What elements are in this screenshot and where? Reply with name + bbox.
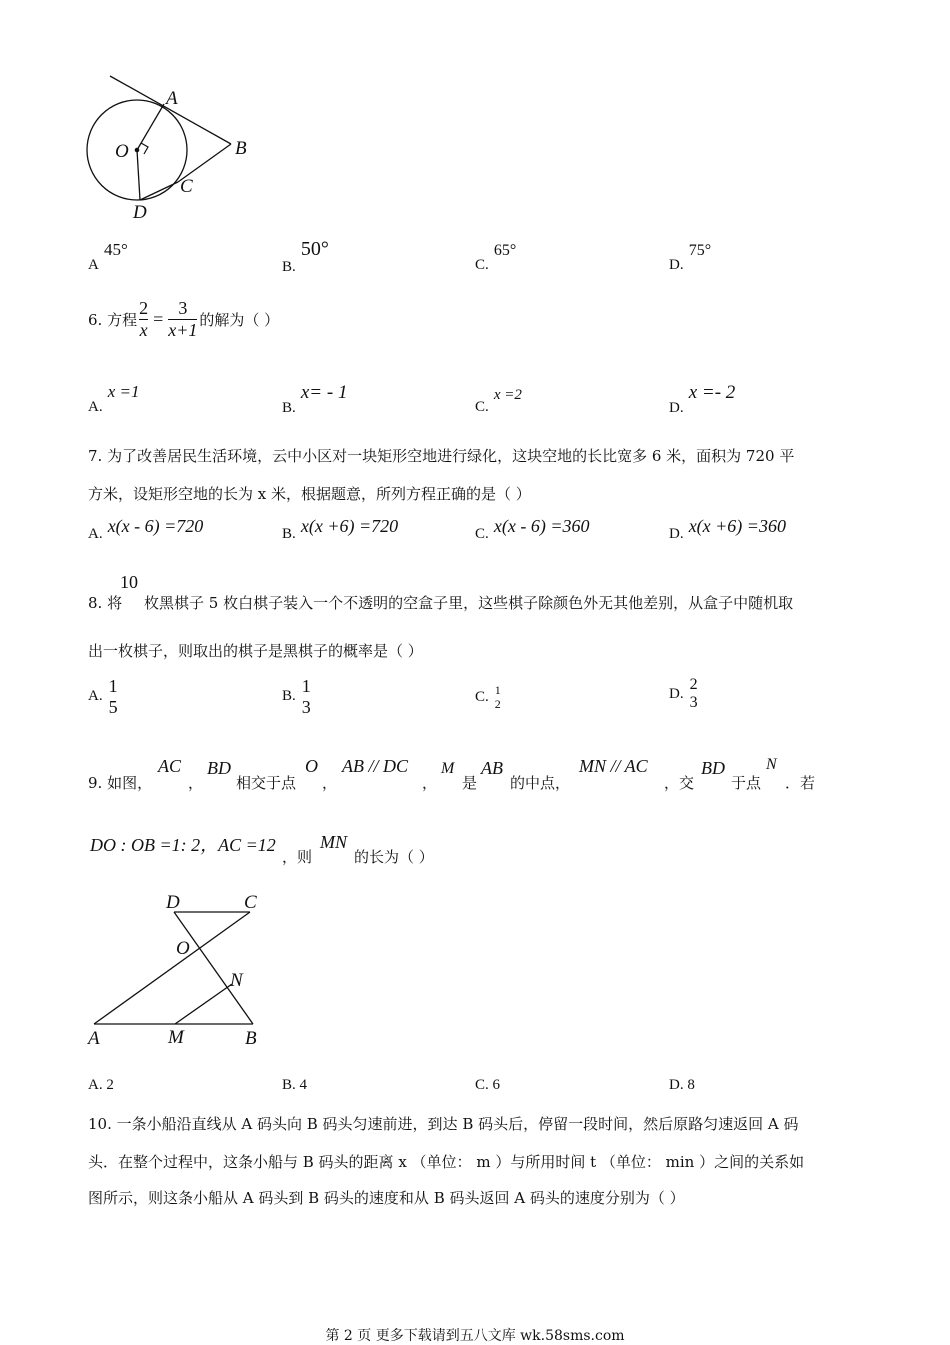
q5-option-a[interactable]: [88, 240, 128, 273]
label-o: O: [176, 938, 190, 959]
option-value: x= - 1: [300, 382, 348, 403]
option-value: 45°: [103, 240, 128, 259]
option-value: x =2: [493, 387, 522, 403]
q6-prefix: 6. 方程: [88, 310, 138, 329]
q9-t9: 于点: [731, 774, 762, 792]
option-letter: A.: [88, 526, 103, 542]
q9-t1: 9. 如图，: [88, 774, 153, 792]
q5-circle-figure: [80, 70, 280, 230]
q9-t12: 的长为（ ）: [354, 848, 434, 866]
option-letter: B.: [282, 259, 296, 275]
q6-option-a[interactable]: [88, 382, 140, 415]
q9-t4: ，: [322, 774, 338, 792]
q9-t2: ，: [188, 774, 204, 792]
q6-lhs-den: x: [139, 319, 148, 340]
label-o: O: [115, 141, 129, 162]
q9-m5: M: [441, 760, 455, 777]
q9-m11: MN: [320, 832, 347, 852]
option-letter: B.: [282, 400, 296, 416]
option-letter: D.: [669, 400, 684, 416]
q7-stem-line2: 方米，设矩形空地的长为 x 米，根据题意，所列方程正确的是（ ）: [88, 485, 531, 503]
q9-m8: BD: [701, 758, 725, 778]
q6-stem: [88, 298, 279, 340]
q9-m10: DO : OB =1: 2，AC =12: [90, 835, 276, 855]
segment-ac: [94, 912, 250, 1024]
option-value: x =- 2: [688, 382, 736, 403]
q10-stem-line1: 10. 一条小船沿直线从 A 码头向 B 码头匀速前进，到达 B 码头后，停留一段时间，然后原路匀速返回 A 码: [88, 1115, 799, 1133]
label-m: M: [168, 1027, 184, 1048]
option-value: 75°: [688, 242, 712, 259]
q9-option-d[interactable]: [669, 1077, 695, 1094]
option-letter: A.: [88, 1077, 103, 1093]
label-b: B: [235, 138, 247, 159]
option-letter: B.: [282, 688, 296, 705]
option-letter: D.: [669, 526, 684, 542]
option-value: 2: [106, 1077, 114, 1093]
q6-option-c[interactable]: [475, 384, 522, 415]
q9-option-c[interactable]: [475, 1077, 500, 1094]
q9-m7: MN // AC: [579, 756, 648, 776]
page-footer: 第 2 页 更多下载请到五八文库 wk.58sms.com: [325, 1328, 625, 1344]
option-value: 50°: [300, 238, 329, 260]
option-num: 2: [689, 676, 698, 693]
q6-lhs-fraction: [139, 298, 148, 340]
segment-mn: [175, 984, 232, 1024]
option-num: 1: [494, 683, 501, 697]
option-den: 5: [108, 696, 118, 717]
option-num: 1: [108, 676, 118, 696]
q9-m3: O: [305, 756, 318, 776]
q9-t5: ，: [422, 774, 438, 792]
segment-bd: [174, 912, 253, 1024]
option-value: x(x +6) =720: [300, 516, 399, 536]
q8-stem-prefix: 8. 将: [88, 594, 123, 612]
option-value: 6: [492, 1077, 501, 1093]
q6-suffix: 的解为（ ）: [199, 310, 280, 329]
option-value: x(x - 6) =360: [493, 516, 590, 536]
option-value: x(x +6) =360: [688, 516, 786, 536]
q7-option-a[interactable]: [88, 516, 204, 542]
q6-rhs-den: x+1: [168, 319, 198, 340]
q8-option-a[interactable]: [88, 676, 118, 717]
q7-stem-line1: 7. 为了改善居民生活环境，云中小区对一块矩形空地进行绿化，这块空地的长比宽多 6 米，面积为 720 平: [88, 447, 795, 465]
option-value: 8: [687, 1077, 695, 1093]
q8-option-b[interactable]: [282, 676, 311, 717]
option-value: 4: [299, 1077, 308, 1093]
option-letter: C.: [475, 689, 489, 706]
option-den: 3: [689, 694, 698, 712]
q9-m4: AB // DC: [342, 756, 408, 776]
label-a: A: [166, 88, 178, 109]
q9-m1: AC: [158, 756, 182, 776]
q9-t7: 的中点，: [510, 774, 571, 792]
q6-rhs-fraction: [168, 298, 197, 340]
option-value: x =1: [107, 382, 140, 401]
segment-od: [137, 150, 140, 200]
q8-count: 10: [120, 572, 138, 592]
label-b: B: [245, 1028, 257, 1049]
q9-t11: ，则: [282, 848, 313, 866]
q10-stem-line2: 头．在整个过程中，这条小船与 B 码头的距离 x （单位： m ）与所用时间 t （单位： min ）之间的关系如: [88, 1153, 805, 1171]
right-angle-mark: [141, 143, 148, 154]
q8-stem-line1: 枚黑棋子 5 枚白棋子装入一个不透明的空盒子里，这些棋子除颜色外无其他差别，从盒子中随机取: [144, 594, 794, 612]
label-c: C: [180, 176, 193, 197]
q7-option-d[interactable]: [669, 516, 786, 542]
option-value: 65°: [493, 242, 517, 259]
tangent-line: [110, 76, 231, 144]
option-letter: D.: [669, 1077, 684, 1093]
option-letter: A: [88, 257, 99, 273]
label-d: D: [133, 202, 147, 223]
option-letter: C.: [475, 399, 489, 415]
option-letter: D.: [669, 685, 684, 702]
option-letter: D.: [669, 257, 684, 273]
q6-rhs-num: 3: [178, 298, 188, 318]
label-n: N: [230, 970, 243, 991]
label-c: C: [244, 892, 257, 913]
option-den: 3: [301, 696, 311, 717]
q7-option-c[interactable]: [475, 516, 590, 542]
segment-dc: [140, 182, 178, 200]
q6-lhs-num: 2: [139, 298, 149, 318]
q9-option-a[interactable]: [88, 1077, 114, 1094]
q5-option-c[interactable]: [475, 240, 517, 273]
q7-option-b[interactable]: [282, 516, 399, 542]
q9-t3: 相交于点: [236, 774, 297, 792]
q9-m2: BD: [207, 758, 231, 778]
q6-equals: =: [153, 308, 164, 329]
q8-stem-line2: 出一枚棋子，则取出的棋子是黑棋子的概率是（ ）: [88, 642, 423, 660]
option-letter: B.: [282, 526, 296, 542]
q9-m9: N: [766, 756, 777, 773]
q9-m6: AB: [481, 758, 503, 778]
q8-option-d[interactable]: [669, 676, 698, 713]
option-letter: A.: [88, 688, 103, 705]
option-letter: A.: [88, 399, 103, 415]
q5-option-b[interactable]: [282, 238, 329, 275]
q8-option-c[interactable]: [475, 684, 501, 712]
option-letter: B.: [282, 1077, 296, 1093]
q9-option-b[interactable]: [282, 1077, 307, 1094]
q10-stem-line3: 图所示，则这条小船从 A 码头到 B 码头的速度和从 B 码头返回 A 码头的速度分别为（ ）: [88, 1189, 685, 1207]
option-letter: C.: [475, 1077, 489, 1093]
q9-t10: ．若: [785, 774, 816, 792]
q6-option-d[interactable]: [669, 382, 736, 416]
option-letter: C.: [475, 526, 489, 542]
option-value: x(x - 6) =720: [107, 516, 204, 536]
label-d: D: [166, 892, 180, 913]
option-den: 2: [494, 696, 501, 711]
q9-t8: ，交: [664, 774, 695, 792]
option-letter: C.: [475, 257, 489, 273]
option-num: 1: [301, 676, 311, 696]
q9-trapezoid-figure: [80, 886, 280, 1056]
q5-option-d[interactable]: [669, 240, 712, 273]
q9-t6: 是: [462, 774, 478, 792]
center-dot: [135, 148, 140, 153]
q6-option-b[interactable]: [282, 382, 348, 416]
label-a: A: [88, 1028, 100, 1049]
